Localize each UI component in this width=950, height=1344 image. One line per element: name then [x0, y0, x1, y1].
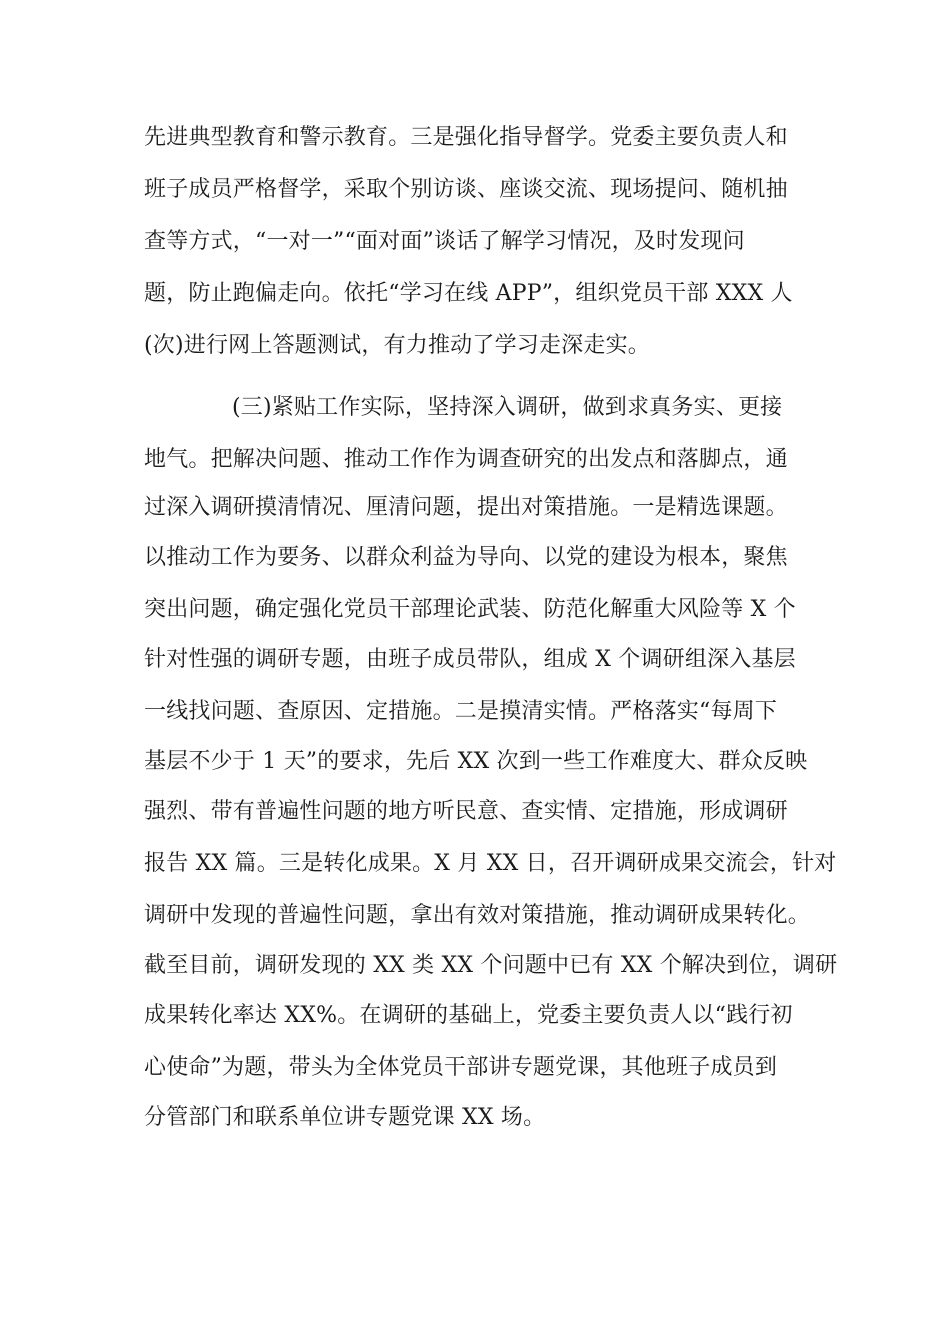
body-text-line: 调研中发现的普遍性问题，拿出有效对策措施，推动调研成果转化。	[144, 903, 811, 928]
body-text-line: 过深入调研摸清情况、厘清问题，提出对策措施。一是精选课题。	[144, 495, 788, 520]
body-text-line: (次)进行网上答题测试，有力推动了学习走深走实。	[144, 333, 650, 358]
body-text-line: 成果转化率达 XX%。在调研的基础上，党委主要负责人以“践行初	[144, 1003, 793, 1028]
body-text-line: 班子成员严格督学，采取个别访谈、座谈交流、现场提问、随机抽	[144, 177, 788, 202]
section-heading-line: (三)紧贴工作实际，坚持深入调研，做到求真务实、更接	[232, 395, 783, 420]
body-text-line: 截至目前，调研发现的 XX 类 XX 个问题中已有 XX 个解决到位，调研	[144, 953, 838, 978]
body-text-line: 报告 XX 篇。三是转化成果。X 月 XX 日，召开调研成果交流会，针对	[144, 851, 837, 876]
body-text-line: 地气。把解决问题、推动工作作为调查研究的出发点和落脚点，通	[144, 447, 788, 472]
body-text-line: 心使命”为题，带头为全体党员干部讲专题党课，其他班子成员到	[144, 1055, 778, 1080]
body-text-line: 查等方式，“一对一”“面对面”谈话了解学习情况，及时发现问	[144, 229, 745, 254]
body-text-line: 一线找问题、查原因、定措施。二是摸清实情。严格落实“每周下	[144, 699, 778, 724]
body-text-line: 针对性强的调研专题，由班子成员带队，组成 X 个调研组深入基层	[144, 647, 796, 672]
body-text-line: 先进典型教育和警示教育。三是强化指导督学。党委主要负责人和	[144, 125, 788, 150]
body-text-line: 突出问题，确定强化党员干部理论武装、防范化解重大风险等 X 个	[144, 597, 796, 622]
body-text-line: 以推动工作为要务、以群众利益为导向、以党的建设为根本，聚焦	[144, 545, 788, 570]
body-text-line: 分管部门和联系单位讲专题党课 XX 场。	[144, 1105, 546, 1130]
body-text-line: 强烈、带有普遍性问题的地方听民意、查实情、定措施，形成调研	[144, 799, 788, 824]
body-text-line: 基层不少于 1 天”的要求，先后 XX 次到一些工作难度大、群众反映	[144, 749, 808, 774]
body-text-line: 题，防止跑偏走向。依托“学习在线 APP”，组织党员干部 XXX 人	[144, 281, 793, 306]
